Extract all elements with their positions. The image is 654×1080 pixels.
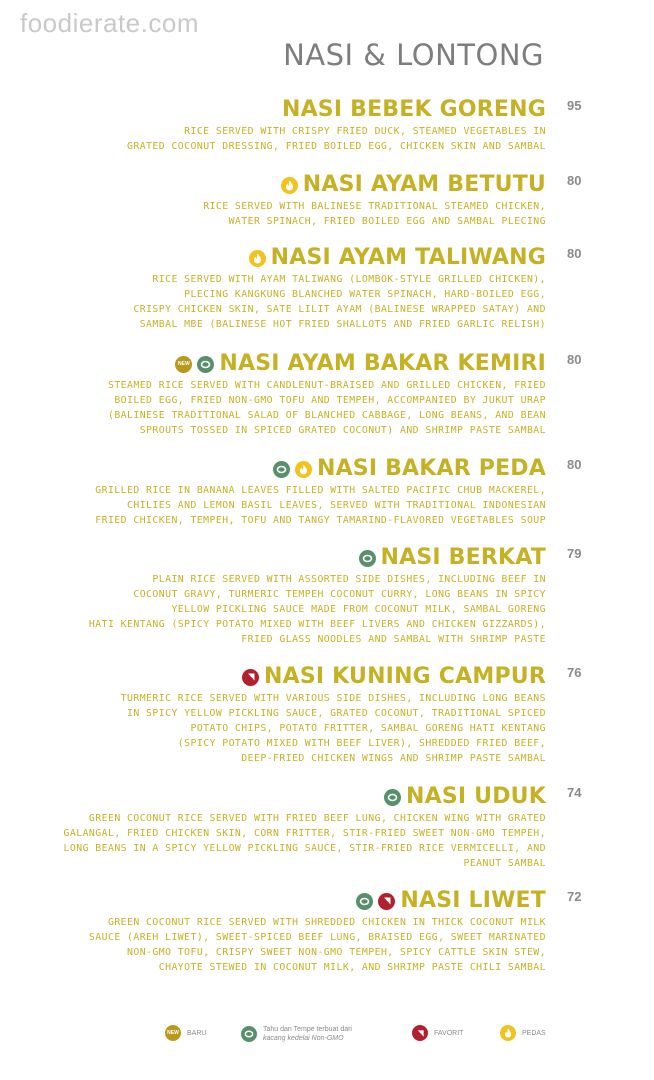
item-description: GRILLED RICE IN BANANA LEAVES FILLED WITH SALTED PACIFIC CHUB MACKEREL, CHILIES AND LEMON BASIL LEAVES, SERVED WITH TRADITIONAL INDONESIAN FRIED CHICKEN, TEMPEH, TOFU AND TANGY TAMARIND-FLAVORED VEGETABLES SOUP	[95, 485, 546, 527]
menu-item-nasi-kuning-campur	[30, 664, 582, 766]
favorite-icon	[378, 893, 395, 910]
item-price: 80	[567, 352, 582, 367]
item-name: NASI BEBEK GORENG	[281, 97, 546, 122]
menu-item-nasi-ayam-bakar-kemiri	[30, 351, 582, 438]
menu-item-nasi-liwet	[30, 888, 582, 975]
item-price: 80	[567, 246, 582, 261]
legend-non-gmo	[241, 1025, 352, 1043]
menu-item-nasi-berkat	[30, 545, 582, 647]
legend-favorite	[412, 1025, 463, 1041]
item-name: NASI AYAM BETUTU	[302, 172, 546, 197]
item-name: NASI AYAM TALIWANG	[270, 245, 546, 270]
item-price: 76	[567, 665, 582, 680]
item-description: TURMERIC RICE SERVED WITH VARIOUS SIDE DISHES, INCLUDING LONG BEANS IN SPICY YELLOW PICKLING SAUCE, GRATED COCONUT, TRADITIONAL SPICED POTATO CHIPS, POTATO FRITTER, SAMBAL GORENG HATI KENTANG (SPICY POTATO MIXED WITH BEEF LIVER), SHREDDED FRIED BEEF, DEEP-FRIED CHICKEN WINGS AND SHRIMP PASTE SAMBAL	[120, 693, 546, 765]
favorite-icon	[242, 669, 259, 686]
section-title: NASI & LONTONG	[283, 38, 544, 72]
item-name: NASI AYAM BAKAR KEMIRI	[219, 351, 546, 376]
item-name: NASI KUNING CAMPUR	[264, 664, 546, 689]
favorite-icon	[412, 1025, 428, 1041]
item-price: 79	[567, 546, 582, 561]
menu-item-nasi-bakar-peda	[30, 456, 582, 528]
non-gmo-icon	[241, 1026, 257, 1042]
item-description: STEAMED RICE SERVED WITH CANDLENUT-BRAISED AND GRILLED CHICKEN, FRIED BOILED EGG, FRIED NON-GMO TOFU AND TEMPEH, ACCOMPANIED BY JUKUT URAP (BALINESE TRADITIONAL SALAD OF BLANCHED CABBAGE, LONG BEANS, AND BEAN SPROUTS TOSSED IN SPICED GRATED COCONUT) AND SHRIMP PASTE SAMBAL	[107, 380, 546, 437]
menu-item-nasi-uduk	[30, 784, 582, 871]
spicy-icon	[249, 250, 266, 267]
item-price: 74	[567, 785, 582, 800]
non-gmo-icon	[384, 789, 401, 806]
legend-spicy	[500, 1025, 546, 1041]
non-gmo-icon	[197, 356, 214, 373]
item-description: RICE SERVED WITH AYAM TALIWANG (LOMBOK-STYLE GRILLED CHICKEN), PLECING KANGKUNG BLANCHED WATER SPINACH, HARD-BOILED EGG, CRISPY CHICKEN SKIN, SATE LILIT AYAM (BALINESE WRAPPED SATAY) AND SAMBAL MBE (BALINESE HOT FRIED SHALLOTS AND FRIED GARLIC RELISH)	[133, 274, 546, 331]
legend-favorite-label: FAVORIT	[434, 1029, 464, 1037]
non-gmo-icon	[273, 461, 290, 478]
item-name: NASI BAKAR PEDA	[316, 456, 546, 481]
legend-spicy-label: PEDAS	[522, 1029, 546, 1037]
non-gmo-icon	[359, 550, 376, 567]
item-description: GREEN COCONUT RICE SERVED WITH SHREDDED CHICKEN IN THICK COCONUT MILK SAUCE (AREH LIWET), SWEET-SPICED BEEF LUNG, BRAISED EGG, SWEET MARINATED NON-GMO TOFU, CRISPY SWEET NON-GMO TEMPEH, SPICY CATTLE SKIN STEW, CHAYOTE STEWED IN COCONUT MILK, AND SHRIMP PASTE CHILI SAMBAL	[88, 917, 546, 974]
item-description: PLAIN RICE SERVED WITH ASSORTED SIDE DISHES, INCLUDING BEEF IN COCONUT GRAVY, TURMERIC TEMPEH COCONUT CURRY, LONG BEANS IN SPICY YELLOW PICKLING SAUCE MADE FROM COCONUT MILK, SAMBAL GORENG HATI KENTANG (SPICY POTATO MIXED WITH BEEF LIVERS AND CHICKEN GIZZARDS), FRIED GLASS NOODLES AND SAMBAL WITH SHRIMP PASTE	[88, 574, 546, 646]
spicy-icon	[500, 1025, 516, 1041]
item-description: RICE SERVED WITH CRISPY FRIED DUCK, STEAMED VEGETABLES IN GRATED COCONUT DRESSING, FRIED BOILED EGG, CHICKEN SKIN AND SAMBAL	[127, 126, 546, 153]
legend-non-gmo-label: Tahu dan Tempe terbuat dari kacang kedelai Non-GMO	[263, 1026, 352, 1042]
item-description: RICE SERVED WITH BALINESE TRADITIONAL STEAMED CHICKEN, WATER SPINACH, FRIED BOILED EGG AND SAMBAL PLECING	[203, 201, 546, 228]
item-description: GREEN COCONUT RICE SERVED WITH FRIED BEEF LUNG, CHICKEN WING WITH GRATED GALANGAL, FRIED CHICKEN SKIN, CORN FRITTER, STIR-FRIED SWEET NON-GMO TEMPEH, LONG BEANS IN A SPICY YELLOW PICKLING SAUCE, STIR-FRIED RICE VERMICELLI, AND PEANUT SAMBAL	[63, 813, 546, 870]
new-icon: NEW	[175, 356, 192, 373]
item-name: NASI LIWET	[400, 888, 546, 913]
icon-legend	[0, 1025, 654, 1049]
menu-item-nasi-ayam-taliwang	[30, 245, 582, 332]
item-name: NASI BERKAT	[380, 545, 546, 570]
spicy-icon	[281, 177, 298, 194]
menu-item-nasi-bebek-goreng	[30, 97, 582, 154]
watermark: foodierate.com	[20, 8, 199, 38]
legend-new	[165, 1025, 206, 1041]
menu-item-nasi-ayam-betutu	[30, 172, 582, 229]
new-icon: NEW	[165, 1025, 181, 1041]
item-name: NASI UDUK	[406, 784, 546, 809]
item-price: 80	[567, 173, 582, 188]
legend-new-label: BARU	[187, 1029, 207, 1037]
spicy-icon	[295, 461, 312, 478]
non-gmo-icon	[356, 893, 373, 910]
item-price: 95	[567, 98, 582, 113]
item-price: 72	[567, 889, 582, 904]
item-price: 80	[567, 457, 582, 472]
